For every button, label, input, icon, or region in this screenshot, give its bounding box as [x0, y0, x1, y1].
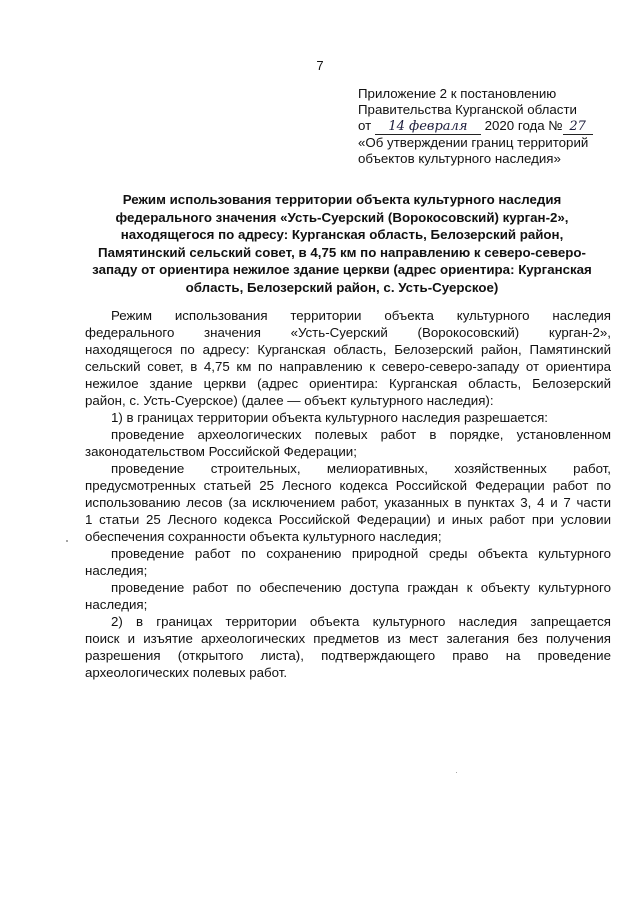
prohibited-paragraph	[85, 613, 611, 681]
appendix-line-4: «Об утверждении границ территорий	[358, 135, 589, 150]
paragraph-line: 1) в границах территории объекта культурного наследия разрешается:	[111, 410, 548, 425]
title-line: Режим использования территории объекта культурного наследия	[122, 192, 562, 207]
paragraph-line: наследия;	[85, 563, 148, 578]
paragraph-line: наследия;	[85, 597, 148, 612]
document-body	[85, 307, 611, 681]
scan-speck	[66, 540, 68, 542]
appendix-block	[358, 86, 618, 167]
title-line: Памятинский сельский совет, в 4,75 км по направлению к северо-северо-	[98, 244, 586, 260]
paragraph-line: разрешения (открытого листа), подтверждающего право на проведение	[85, 648, 611, 663]
intro-paragraph	[85, 307, 611, 409]
allowed-heading	[85, 409, 611, 426]
allowed-item-1	[85, 426, 611, 460]
allowed-item-2	[85, 460, 611, 545]
handwritten-date: 14 февраля	[375, 120, 481, 135]
appendix-date-line	[358, 118, 618, 135]
paragraph-line: Режим использования территории объекта культурного наследия	[111, 308, 611, 323]
title-line: федерального значения «Усть-Суерский (Ворокосовский) курган-2»,	[115, 209, 569, 225]
paragraph-line: 2) в границах территории объекта культурного наследия запрещается	[111, 614, 611, 629]
appendix-line-1: Приложение 2 к постановлению	[358, 86, 557, 101]
paragraph-line: археологических полевых работ.	[85, 665, 288, 680]
paragraph-line: предусмотренных статьей 25 Лесного кодекса Российской Федерации работ по	[85, 478, 611, 493]
paragraph-line: нежилое здание церкви (адрес ориентира: Курганская область, Белозерский	[85, 376, 611, 391]
paragraph-line: проведение работ по обеспечению доступа граждан к объекту культурного	[111, 580, 611, 595]
allowed-item-3	[85, 545, 611, 579]
title-line: область, Белозерский район, с. Усть-Суерское)	[185, 279, 499, 295]
allowed-item-4	[85, 579, 611, 613]
appendix-year: 2020 года №	[484, 118, 563, 133]
paragraph-line: 1 статьи 25 Лесного кодекса Российской Федерации) и иных работ при условии	[85, 512, 611, 527]
appendix-line-2: Правительства Курганской области	[358, 102, 577, 117]
paragraph-line: использованию лесов (за исключением работ, указанных в пунктах 3, 4 и 7 части	[85, 495, 611, 510]
paragraph-line: федерального значения «Усть-Суерский (Ворокосовский) курган-2»,	[85, 325, 611, 340]
paragraph-line: обеспечения сохранности объекта культурного наследия;	[85, 529, 442, 544]
paragraph-line: находящегося по адресу: Курганская область, Белозерский район, Памятинский	[85, 342, 611, 357]
paragraph-line: проведение работ по сохранению природной среды объекта культурного	[111, 546, 611, 561]
paragraph-line: поиск и изъятие археологических предметов из мест залегания без получения	[85, 631, 611, 646]
page-number: 7	[316, 58, 324, 73]
handwritten-number: 27	[563, 120, 593, 135]
appendix-line-5: объектов культурного наследия»	[358, 151, 561, 166]
appendix-from: от	[358, 118, 372, 133]
paragraph-line: проведение строительных, мелиоративных, хозяйственных работ,	[111, 461, 611, 476]
paragraph-line: законодательством Российской Федерации;	[85, 444, 357, 459]
scan-speck	[456, 772, 457, 773]
paragraph-line: сельский совет, в 4,75 км по направлению к северо-северо-западу от ориентира	[85, 359, 611, 374]
paragraph-line: проведение археологических полевых работ в порядке, установленном	[111, 427, 611, 442]
paragraph-line: район, с. Усть-Суерское) (далее — объект культурного наследия):	[85, 393, 494, 408]
title-line: западу от ориентира нежилое здание церкви (адрес ориентира: Курганская	[92, 262, 592, 277]
title-line: находящегося по адресу: Курганская область, Белозерский район,	[120, 227, 564, 242]
document-title	[72, 191, 612, 296]
